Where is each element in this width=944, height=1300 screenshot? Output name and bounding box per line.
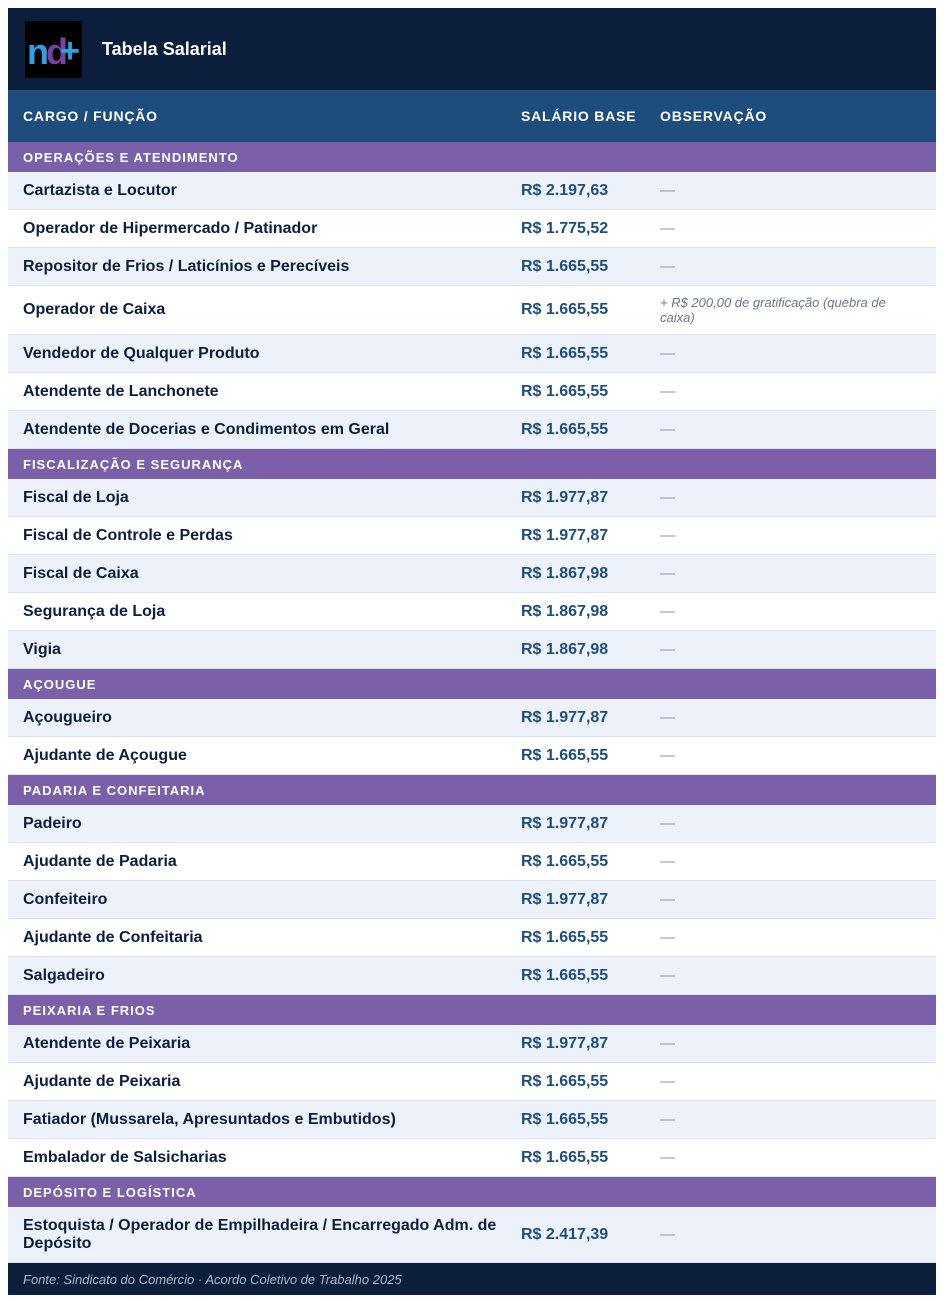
salary-table-card bbox=[8, 8, 936, 1292]
table-row bbox=[8, 555, 936, 593]
observacao-cell: — bbox=[660, 345, 675, 362]
observacao-cell: — bbox=[660, 891, 675, 908]
table-row bbox=[8, 479, 936, 517]
cargo-cell: Padeiro bbox=[23, 814, 82, 832]
observacao-cell: — bbox=[660, 929, 675, 946]
cargo-cell: Atendente de Lanchonete bbox=[23, 382, 219, 400]
observacao-cell: — bbox=[660, 421, 675, 438]
observacao-cell: — bbox=[660, 258, 675, 275]
table-row bbox=[8, 805, 936, 843]
footer-source: Fonte: Sindicato do Comércio · Acordo Coletivo de Trabalho 2025 bbox=[8, 1263, 936, 1295]
salario-cell: R$ 1.665,55 bbox=[521, 301, 609, 318]
observacao-cell: — bbox=[660, 220, 675, 237]
table-row bbox=[8, 172, 936, 210]
salario-cell: R$ 1.977,87 bbox=[521, 488, 609, 506]
cargo-cell: Atendente de Peixaria bbox=[23, 1034, 191, 1052]
table-row bbox=[8, 210, 936, 248]
cargo-cell: Salgadeiro bbox=[23, 966, 105, 984]
cargo-cell: Vigia bbox=[23, 640, 61, 658]
cargo-cell: Ajudante de Padaria bbox=[23, 852, 177, 870]
table-row bbox=[8, 373, 936, 411]
nd-plus-logo: nd + bbox=[25, 21, 82, 78]
observacao-cell: — bbox=[660, 747, 675, 764]
page-title: Tabela Salarial bbox=[102, 38, 227, 59]
cargo-cell: Fiscal de Caixa bbox=[23, 564, 139, 582]
observacao-cell: — bbox=[660, 1073, 675, 1090]
table-row bbox=[8, 248, 936, 286]
salario-cell: R$ 1.867,98 bbox=[521, 602, 609, 620]
observacao-cell: — bbox=[660, 182, 675, 199]
observacao-cell: — bbox=[660, 967, 675, 984]
observacao-cell: — bbox=[660, 565, 675, 582]
salario-cell: R$ 1.665,55 bbox=[521, 852, 609, 870]
section-header: PADARIA E CONFEITARIA bbox=[8, 775, 936, 805]
column-header-row bbox=[8, 90, 936, 142]
table-row bbox=[8, 737, 936, 775]
salario-cell: R$ 1.977,87 bbox=[521, 526, 609, 544]
observacao-cell: — bbox=[660, 383, 675, 400]
cargo-cell: Repositor de Frios / Laticínios e Perecíveis bbox=[23, 257, 350, 275]
table-row bbox=[8, 411, 936, 449]
cargo-cell: Confeiteiro bbox=[23, 890, 108, 908]
cargo-cell: Cartazista e Locutor bbox=[23, 181, 177, 199]
cargo-cell: Atendente de Docerias e Condimentos em Geral bbox=[23, 420, 390, 438]
salario-cell: R$ 1.665,55 bbox=[521, 382, 609, 400]
observacao-cell: — bbox=[660, 1149, 675, 1166]
salario-cell: R$ 1.665,55 bbox=[521, 746, 609, 764]
salario-cell: R$ 1.665,55 bbox=[521, 344, 609, 362]
observacao-cell: — bbox=[660, 603, 675, 620]
observacao-cell: — bbox=[660, 815, 675, 832]
cargo-cell: Ajudante de Confeitaria bbox=[23, 928, 203, 946]
cargo-cell: Açougueiro bbox=[23, 708, 112, 726]
salario-cell: R$ 1.867,98 bbox=[521, 640, 609, 658]
table-row bbox=[8, 286, 936, 335]
cargo-cell: Embalador de Salsicharias bbox=[23, 1148, 227, 1166]
observacao-cell: — bbox=[660, 489, 675, 506]
salario-cell: R$ 1.867,98 bbox=[521, 564, 609, 582]
salario-cell: R$ 2.417,39 bbox=[521, 1225, 609, 1243]
salario-cell: R$ 1.977,87 bbox=[521, 890, 609, 908]
cargo-cell: Fatiador (Mussarela, Apresuntados e Embutidos) bbox=[23, 1110, 396, 1128]
section-header: OPERAÇÕES E ATENDIMENTO bbox=[8, 142, 936, 172]
section-header: PEIXARIA E FRIOS bbox=[8, 995, 936, 1025]
table-row bbox=[8, 881, 936, 919]
cargo-cell: Vendedor de Qualquer Produto bbox=[23, 344, 260, 362]
cargo-cell: Segurança de Loja bbox=[23, 602, 166, 620]
salario-cell: R$ 1.665,55 bbox=[521, 1110, 609, 1128]
cargo-cell: Fiscal de Loja bbox=[23, 488, 129, 506]
salario-cell: R$ 1.665,55 bbox=[521, 1072, 609, 1090]
table-body bbox=[8, 142, 936, 1263]
cargo-cell: Operador de Caixa bbox=[23, 301, 166, 318]
header-bar bbox=[8, 8, 936, 90]
section-header: FISCALIZAÇÃO E SEGURANÇA bbox=[8, 449, 936, 479]
salario-cell: R$ 1.977,87 bbox=[521, 814, 609, 832]
salario-cell: R$ 1.775,52 bbox=[521, 219, 609, 237]
salario-cell: R$ 1.665,55 bbox=[521, 420, 609, 438]
observacao-cell: — bbox=[660, 527, 675, 544]
observacao-cell: — bbox=[660, 853, 675, 870]
salario-cell: R$ 1.665,55 bbox=[521, 966, 609, 984]
observacao-cell: — bbox=[660, 641, 675, 658]
table-row bbox=[8, 1025, 936, 1063]
cargo-cell: Ajudante de Açougue bbox=[23, 746, 187, 764]
table-row bbox=[8, 335, 936, 373]
table-row bbox=[8, 517, 936, 555]
salario-cell: R$ 1.665,55 bbox=[521, 257, 609, 275]
table-row bbox=[8, 843, 936, 881]
table-row bbox=[8, 1207, 936, 1263]
salario-cell: R$ 1.665,55 bbox=[521, 1148, 609, 1166]
table-row bbox=[8, 919, 936, 957]
cargo-cell: Operador de Hipermercado / Patinador bbox=[23, 219, 318, 237]
salario-cell: R$ 1.977,87 bbox=[521, 1034, 609, 1052]
table-row bbox=[8, 699, 936, 737]
cargo-cell: Ajudante de Peixaria bbox=[23, 1072, 181, 1090]
table-row bbox=[8, 593, 936, 631]
observacao-cell: + R$ 200,00 de gratificação (quebra de caixa) bbox=[660, 295, 886, 325]
observacao-cell: — bbox=[660, 709, 675, 726]
column-header-observacao: OBSERVAÇÃO bbox=[660, 108, 768, 124]
observacao-cell: — bbox=[660, 1226, 675, 1243]
observacao-cell: — bbox=[660, 1035, 675, 1052]
table-row bbox=[8, 957, 936, 995]
section-header: DEPÓSITO E LOGÍSTICA bbox=[8, 1177, 936, 1207]
table-row bbox=[8, 1101, 936, 1139]
cargo-cell: Fiscal de Controle e Perdas bbox=[23, 526, 233, 544]
column-header-cargo: CARGO / FUNÇÃO bbox=[23, 108, 158, 124]
salario-cell: R$ 1.665,55 bbox=[521, 928, 609, 946]
observacao-cell: — bbox=[660, 1111, 675, 1128]
salario-cell: R$ 2.197,63 bbox=[521, 181, 609, 199]
table-row bbox=[8, 631, 936, 669]
table-row bbox=[8, 1063, 936, 1101]
section-header: AÇOUGUE bbox=[8, 669, 936, 699]
column-header-salario: SALÁRIO BASE bbox=[521, 108, 637, 124]
salario-cell: R$ 1.977,87 bbox=[521, 708, 609, 726]
cargo-cell: Estoquista / Operador de Empilhadeira / Encarregado Adm. de Depósito bbox=[23, 1216, 497, 1252]
table-row bbox=[8, 1139, 936, 1177]
